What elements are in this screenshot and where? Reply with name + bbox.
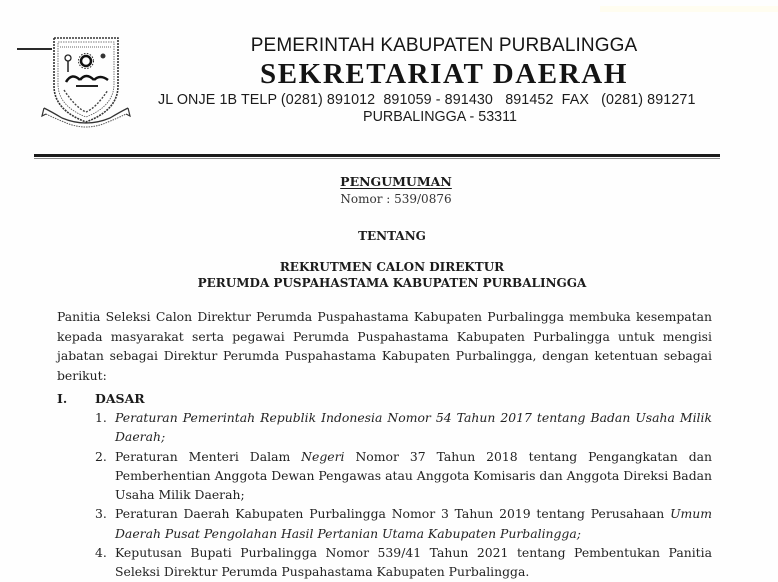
subject-line-2: PERUMDA PUSPAHASTAMA KABUPATEN PURBALINGGA — [197, 276, 587, 290]
item-text: Keputusan Bupati Purbalingga Nomor 539/41 Tahun 2021 tentang Pembentukan Panitia Seleksi Direktur Perumda Puspahastama Kabupaten Purbalingga. — [115, 545, 712, 580]
list-item — [95, 408, 712, 447]
office-city: PURBALINGGA - 53311 — [363, 109, 517, 125]
office-address: JL ONJE 1B TELP (0281) 891012 891059 - 891430 891452 FAX (0281) 891271 — [158, 92, 696, 108]
item-number: 2. — [95, 448, 107, 464]
announcement-heading: PENGUMUMAN — [340, 174, 452, 189]
item-text: Peraturan Pemerintah Republik Indonesia Nomor 54 Tahun 2017 tentang Badan Usaha Milik Daerah; — [115, 410, 712, 445]
item-text: Peraturan Daerah Kabupaten Purbalingga Nomor 3 Tahun 2019 tentang Perusahaan — [115, 506, 671, 522]
about-label: TENTANG — [358, 229, 426, 243]
item-text: Nomor 37 Tahun 2018 tentang Pengangkatan dan Pemberhentian Anggota Dewan Pengawas atau Anggota Komisaris dan Anggota Direksi Badan Usaha Milik Daerah; — [115, 448, 712, 503]
list-item — [95, 504, 712, 543]
item-number: 3. — [95, 506, 107, 522]
letterhead-divider — [34, 154, 720, 157]
announcement-number: Nomor : 539/0876 — [340, 192, 452, 206]
government-name: PEMERINTAH KABUPATEN PURBALINGGA — [250, 35, 638, 56]
item-text: Peraturan Menteri Dalam — [115, 448, 302, 464]
section-title: DASAR — [95, 391, 145, 406]
item-number: 1. — [95, 410, 107, 425]
item-text-italic: Umum Daerah Pusat Pengolahan Hasil Pertanian Utama Kabupaten Purbalingga; — [115, 506, 712, 541]
list-item — [95, 447, 712, 505]
legal-basis-list — [95, 408, 712, 582]
list-item — [95, 543, 712, 582]
subject-line-1: REKRUTMEN CALON DIREKTUR — [279, 260, 505, 274]
office-name: SEKRETARIAT DAERAH — [259, 58, 628, 90]
scan-tint — [600, 6, 778, 12]
intro-paragraph: Panitia Seleksi Calon Direktur Perumda Puspahastama Kabupaten Purbalingga membuka kesempatan kepada masyarakat serta pegawai Perumda Puspahastama Kabupaten Purbalingga untuk mengisi jabatan sebagai Direktur Perumda Puspahastama Kabupaten Purbalingga, dengan ketentuan sebagai berikut: — [57, 309, 712, 383]
item-number: 4. — [95, 545, 107, 561]
item-text-italic: Negeri — [301, 448, 345, 464]
letterhead-divider-thin — [34, 158, 720, 159]
section-number: I. — [57, 391, 68, 406]
